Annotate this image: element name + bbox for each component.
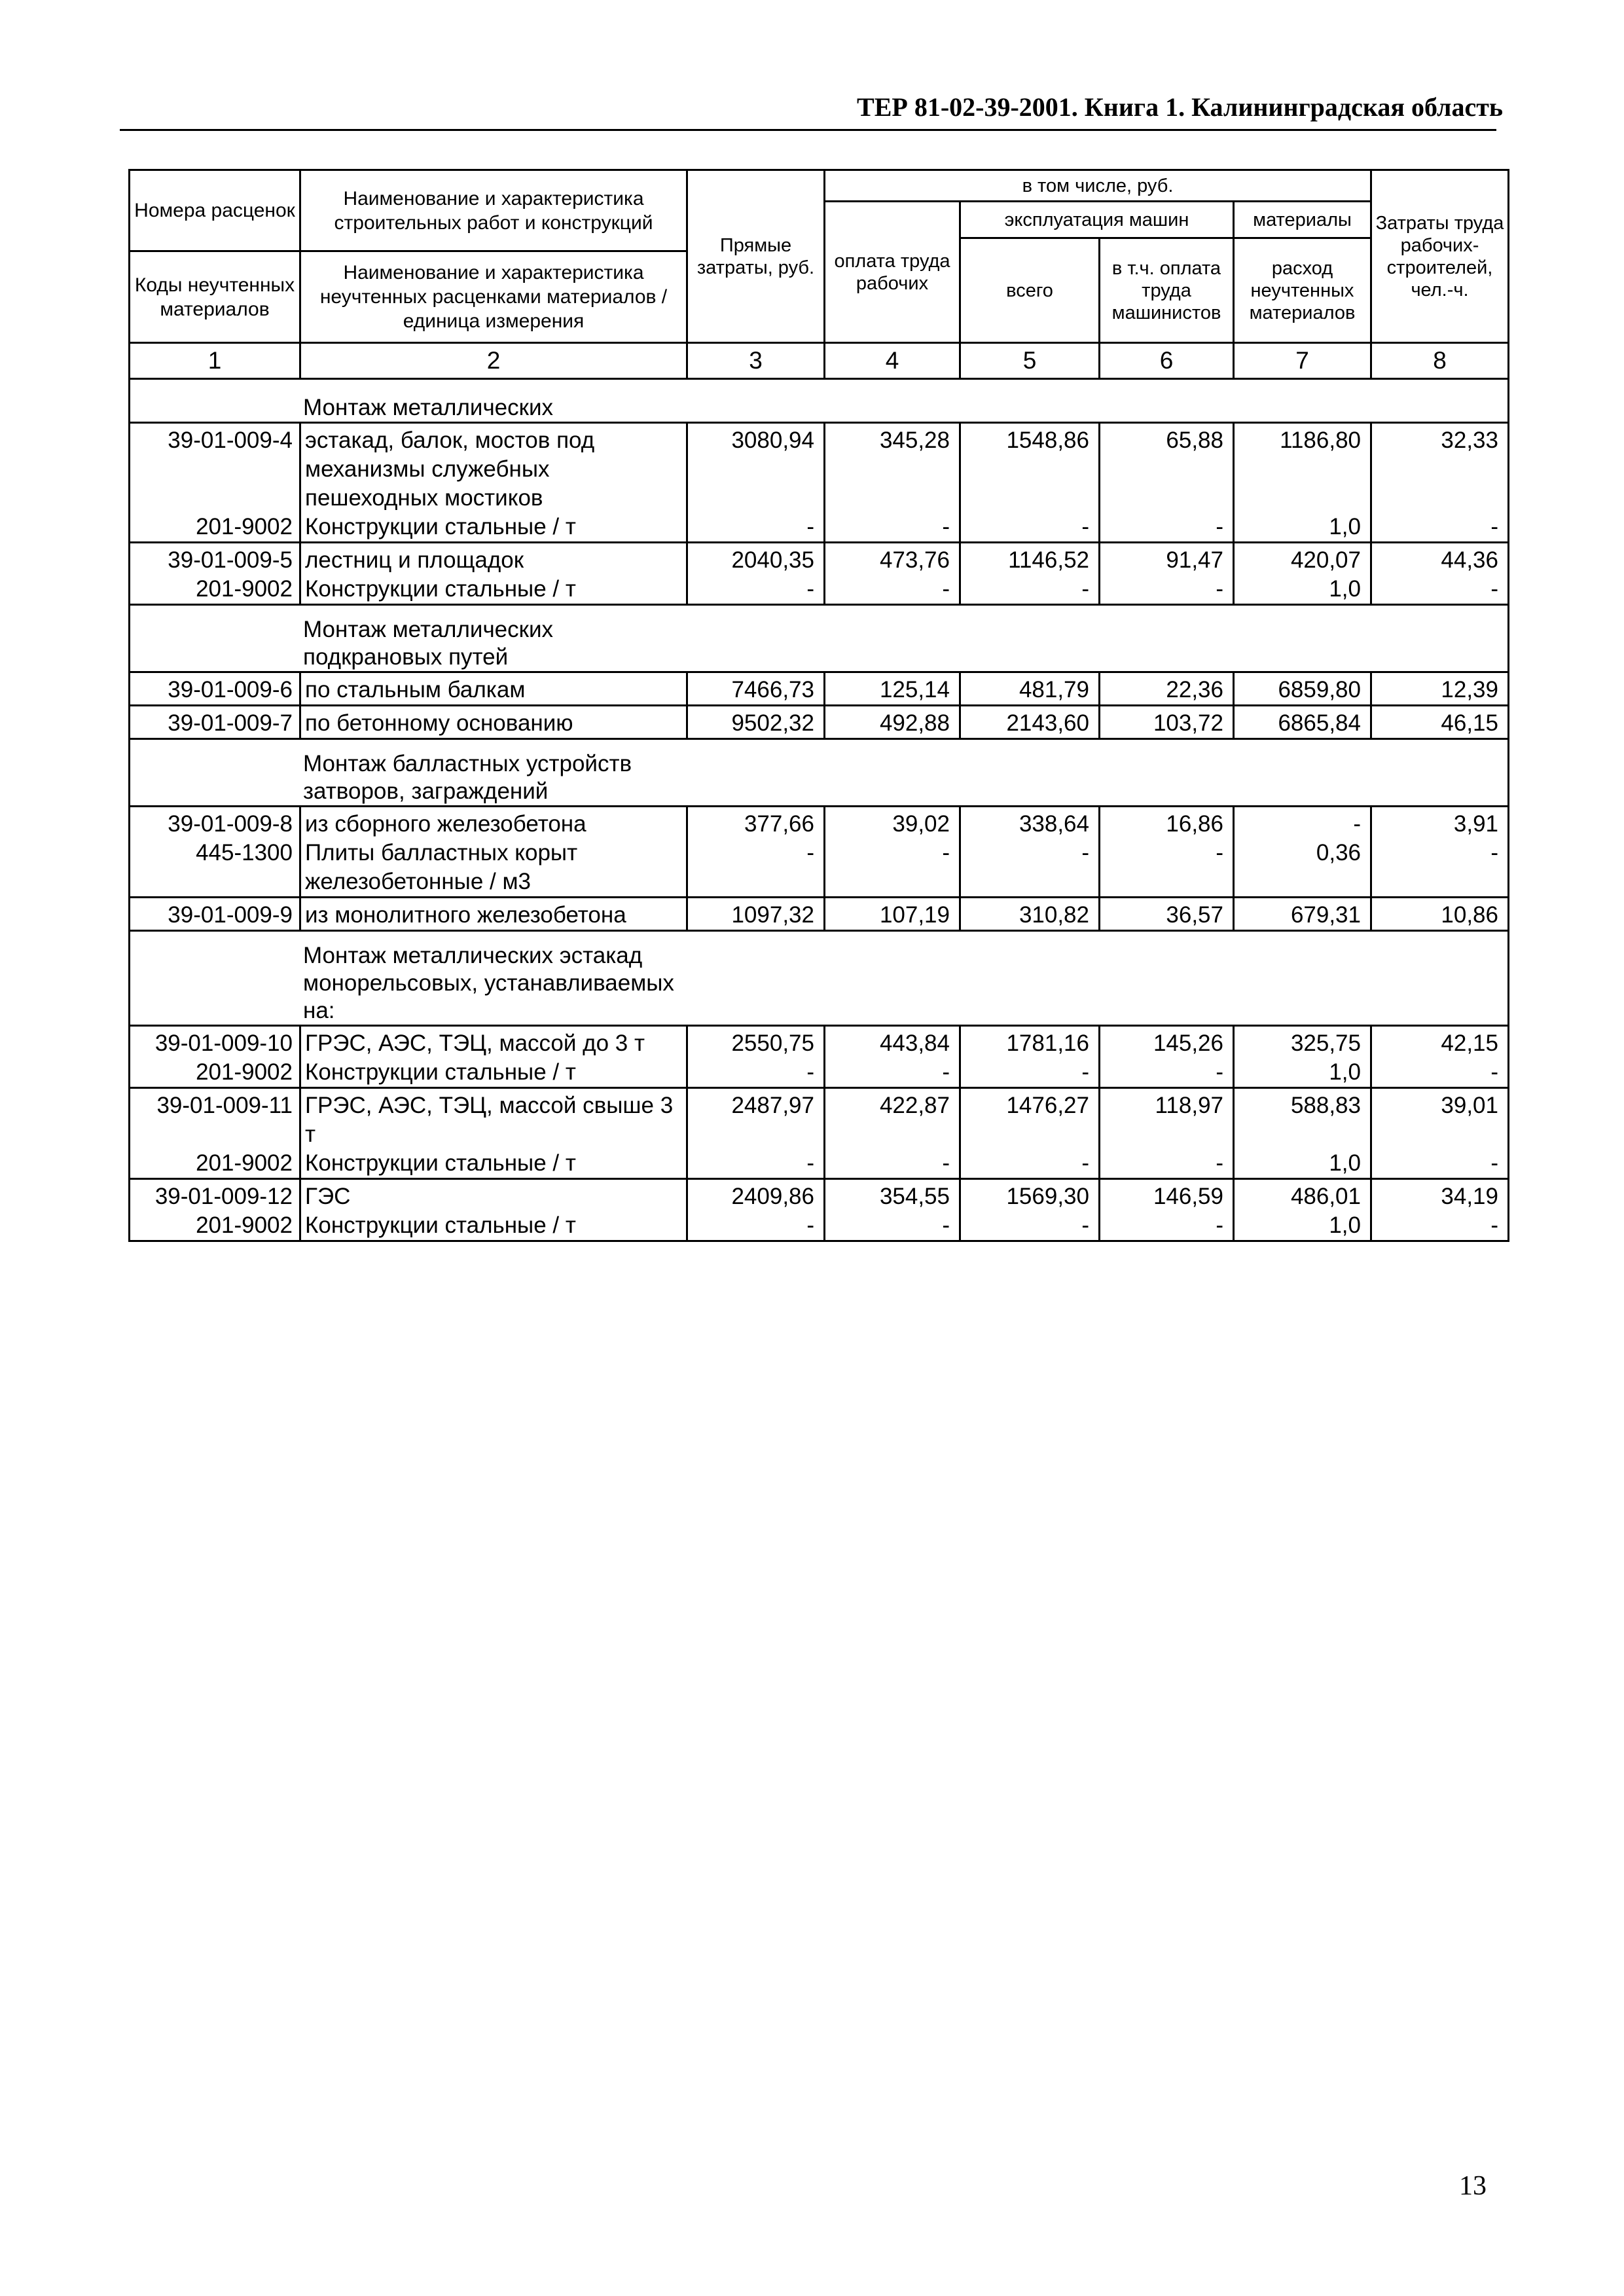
material-machine-total: - <box>960 1211 1100 1241</box>
material-labor: - <box>1371 1211 1509 1241</box>
rate-row <box>130 1179 1509 1212</box>
labor: 10,86 <box>1371 898 1509 931</box>
machine-total: 1548,86 <box>960 423 1100 513</box>
machine-total: 1146,52 <box>960 543 1100 575</box>
material-wages: - <box>825 1149 960 1179</box>
material-machine-wages: - <box>1100 839 1234 898</box>
rate-name: из монолитного железобетона <box>300 898 687 931</box>
rate-code: 39-01-009-11 <box>130 1088 300 1150</box>
direct-cost: 3080,94 <box>687 423 825 513</box>
header-name-bottom: Наименование и характеристика неучтенных расценками материалов / единица измерения <box>300 251 687 343</box>
material-wages: - <box>825 839 960 898</box>
section-title <box>130 739 1509 807</box>
header-wages: оплата труда рабочих <box>825 202 960 343</box>
material-direct: - <box>687 575 825 605</box>
running-title: ТЕР 81-02-39-2001. Книга 1. Калининградская область <box>857 92 1503 122</box>
material-labor: - <box>1371 1058 1509 1088</box>
machine-wages: 36,57 <box>1100 898 1234 931</box>
direct-cost: 377,66 <box>687 807 825 839</box>
material-usage: 1,0 <box>1234 1211 1371 1241</box>
rate-name: ГРЭС, АЭС, ТЭЦ, массой свыше 3 т <box>300 1088 687 1150</box>
wages: 107,19 <box>825 898 960 931</box>
rate-row <box>130 898 1509 931</box>
header-codes-top: Номера расценок <box>130 170 300 251</box>
machine-wages: 103,72 <box>1100 706 1234 739</box>
rate-name: эстакад, балок, мостов под механизмы служебных пешеходных мостиков <box>300 423 687 513</box>
wages: 443,84 <box>825 1026 960 1059</box>
material-name: Конструкции стальные / т <box>300 1211 687 1241</box>
material-row <box>130 575 1509 605</box>
material-machine-total: - <box>960 1149 1100 1179</box>
material-row <box>130 513 1509 543</box>
header-labor: Затраты труда рабочих-строителей, чел.-ч. <box>1371 170 1509 343</box>
material-code: 201-9002 <box>130 1058 300 1088</box>
wages: 345,28 <box>825 423 960 513</box>
material-labor: - <box>1371 1149 1509 1179</box>
direct-cost: 7466,73 <box>687 672 825 706</box>
machine-total: 481,79 <box>960 672 1100 706</box>
section-title <box>130 931 1509 1026</box>
material-name: Плиты балластных корыт железобетонные / м3 <box>300 839 687 898</box>
section-row <box>130 605 1509 672</box>
section-title-text: Монтаж металлических эстакад монорельсовых, устанавливаемых на: <box>303 943 674 1023</box>
rate-name: по стальным балкам <box>300 672 687 706</box>
material-machine-wages: - <box>1100 513 1234 543</box>
rate-row <box>130 706 1509 739</box>
labor: 12,39 <box>1371 672 1509 706</box>
rate-row <box>130 423 1509 513</box>
direct-cost: 2040,35 <box>687 543 825 575</box>
material-code: 445-1300 <box>130 839 300 898</box>
column-number: 2 <box>300 343 687 379</box>
section-title-text: Монтаж балластных устройств затворов, заграждений <box>303 751 632 804</box>
materials: 325,75 <box>1234 1026 1371 1059</box>
rate-name: ГРЭС, АЭС, ТЭЦ, массой до 3 т <box>300 1026 687 1059</box>
header-mach-total: всего <box>960 238 1100 343</box>
section-title-text: Монтаж металлических подкрановых путей <box>303 617 554 670</box>
material-code: 201-9002 <box>130 513 300 543</box>
direct-cost: 9502,32 <box>687 706 825 739</box>
wages: 354,55 <box>825 1179 960 1212</box>
materials: 679,31 <box>1234 898 1371 931</box>
materials: 1186,80 <box>1234 423 1371 513</box>
material-row <box>130 839 1509 898</box>
section-title: Монтаж металлических <box>130 379 1509 423</box>
rate-row <box>130 807 1509 839</box>
material-direct: - <box>687 839 825 898</box>
rates-table <box>128 169 1509 1242</box>
column-number: 3 <box>687 343 825 379</box>
materials: 486,01 <box>1234 1179 1371 1212</box>
header-machines: эксплуатация машин <box>960 202 1234 238</box>
machine-wages: 22,36 <box>1100 672 1234 706</box>
material-usage: 1,0 <box>1234 1058 1371 1088</box>
labor: 34,19 <box>1371 1179 1509 1212</box>
material-machine-total: - <box>960 839 1100 898</box>
section-row <box>130 379 1509 423</box>
material-wages: - <box>825 1058 960 1088</box>
wages: 39,02 <box>825 807 960 839</box>
rate-code: 39-01-009-9 <box>130 898 300 931</box>
rate-code: 39-01-009-10 <box>130 1026 300 1059</box>
rate-code: 39-01-009-5 <box>130 543 300 575</box>
rate-row <box>130 543 1509 575</box>
direct-cost: 2550,75 <box>687 1026 825 1059</box>
direct-cost: 2409,86 <box>687 1179 825 1212</box>
material-machine-total: - <box>960 575 1100 605</box>
column-number-row <box>130 343 1509 379</box>
column-number: 7 <box>1234 343 1371 379</box>
machine-wages: 16,86 <box>1100 807 1234 839</box>
materials: - <box>1234 807 1371 839</box>
material-usage: 1,0 <box>1234 513 1371 543</box>
column-number: 6 <box>1100 343 1234 379</box>
rate-code: 39-01-009-6 <box>130 672 300 706</box>
labor: 44,36 <box>1371 543 1509 575</box>
machine-total: 1569,30 <box>960 1179 1100 1212</box>
rate-code: 39-01-009-12 <box>130 1179 300 1212</box>
header-mach-wages: в т.ч. оплата труда машинистов <box>1100 238 1234 343</box>
material-direct: - <box>687 1058 825 1088</box>
material-wages: - <box>825 575 960 605</box>
machine-total: 1781,16 <box>960 1026 1100 1059</box>
material-code: 201-9002 <box>130 575 300 605</box>
material-machine-total: - <box>960 513 1100 543</box>
machine-wages: 146,59 <box>1100 1179 1234 1212</box>
table-header <box>130 170 1509 379</box>
header-direct-costs: Прямые затраты, руб. <box>687 170 825 343</box>
material-code: 201-9002 <box>130 1149 300 1179</box>
machine-total: 1476,27 <box>960 1088 1100 1150</box>
column-number: 4 <box>825 343 960 379</box>
materials: 6859,80 <box>1234 672 1371 706</box>
machine-wages: 118,97 <box>1100 1088 1234 1150</box>
material-machine-total: - <box>960 1058 1100 1088</box>
section-title <box>130 605 1509 672</box>
rate-name: из сборного железобетона <box>300 807 687 839</box>
material-name: Конструкции стальные / т <box>300 513 687 543</box>
material-machine-wages: - <box>1100 1149 1234 1179</box>
rate-code: 39-01-009-4 <box>130 423 300 513</box>
materials: 588,83 <box>1234 1088 1371 1150</box>
material-name: Конструкции стальные / т <box>300 1149 687 1179</box>
material-direct: - <box>687 513 825 543</box>
wages: 492,88 <box>825 706 960 739</box>
material-name: Конструкции стальные / т <box>300 1058 687 1088</box>
machine-wages: 145,26 <box>1100 1026 1234 1059</box>
column-number: 8 <box>1371 343 1509 379</box>
material-machine-wages: - <box>1100 1058 1234 1088</box>
rate-row <box>130 1088 1509 1150</box>
material-wages: - <box>825 513 960 543</box>
machine-total: 310,82 <box>960 898 1100 931</box>
material-machine-wages: - <box>1100 1211 1234 1241</box>
material-code: 201-9002 <box>130 1211 300 1241</box>
material-labor: - <box>1371 839 1509 898</box>
material-wages: - <box>825 1211 960 1241</box>
rate-name: лестниц и площадок <box>300 543 687 575</box>
section-row <box>130 931 1509 1026</box>
labor: 42,15 <box>1371 1026 1509 1059</box>
material-direct: - <box>687 1211 825 1241</box>
header-rule <box>120 129 1496 131</box>
header-incl: в том числе, руб. <box>825 170 1371 202</box>
machine-total: 2143,60 <box>960 706 1100 739</box>
material-usage: 0,36 <box>1234 839 1371 898</box>
labor: 46,15 <box>1371 706 1509 739</box>
page-number: 13 <box>1459 2171 1487 2201</box>
material-row <box>130 1149 1509 1179</box>
direct-cost: 1097,32 <box>687 898 825 931</box>
header-materials: материалы <box>1234 202 1371 238</box>
labor: 32,33 <box>1371 423 1509 513</box>
materials: 420,07 <box>1234 543 1371 575</box>
wages: 125,14 <box>825 672 960 706</box>
rate-code: 39-01-009-8 <box>130 807 300 839</box>
material-labor: - <box>1371 513 1509 543</box>
machine-total: 338,64 <box>960 807 1100 839</box>
rate-row <box>130 672 1509 706</box>
labor: 3,91 <box>1371 807 1509 839</box>
direct-cost: 2487,97 <box>687 1088 825 1150</box>
header-codes-bottom: Коды неучтенных материалов <box>130 251 300 343</box>
header-material-usage: расход неучтенных материалов <box>1234 238 1371 343</box>
rate-row <box>130 1026 1509 1059</box>
labor: 39,01 <box>1371 1088 1509 1150</box>
materials: 6865,84 <box>1234 706 1371 739</box>
rate-name: ГЭС <box>300 1179 687 1212</box>
material-direct: - <box>687 1149 825 1179</box>
wages: 473,76 <box>825 543 960 575</box>
material-row <box>130 1058 1509 1088</box>
material-row <box>130 1211 1509 1241</box>
material-usage: 1,0 <box>1234 1149 1371 1179</box>
wages: 422,87 <box>825 1088 960 1150</box>
rate-name: по бетонному основанию <box>300 706 687 739</box>
material-name: Конструкции стальные / т <box>300 575 687 605</box>
rate-code: 39-01-009-7 <box>130 706 300 739</box>
column-number: 5 <box>960 343 1100 379</box>
header-name-top: Наименование и характеристика строительных работ и конструкций <box>300 170 687 251</box>
column-number: 1 <box>130 343 300 379</box>
material-machine-wages: - <box>1100 575 1234 605</box>
material-usage: 1,0 <box>1234 575 1371 605</box>
machine-wages: 65,88 <box>1100 423 1234 513</box>
machine-wages: 91,47 <box>1100 543 1234 575</box>
material-labor: - <box>1371 575 1509 605</box>
section-row <box>130 739 1509 807</box>
